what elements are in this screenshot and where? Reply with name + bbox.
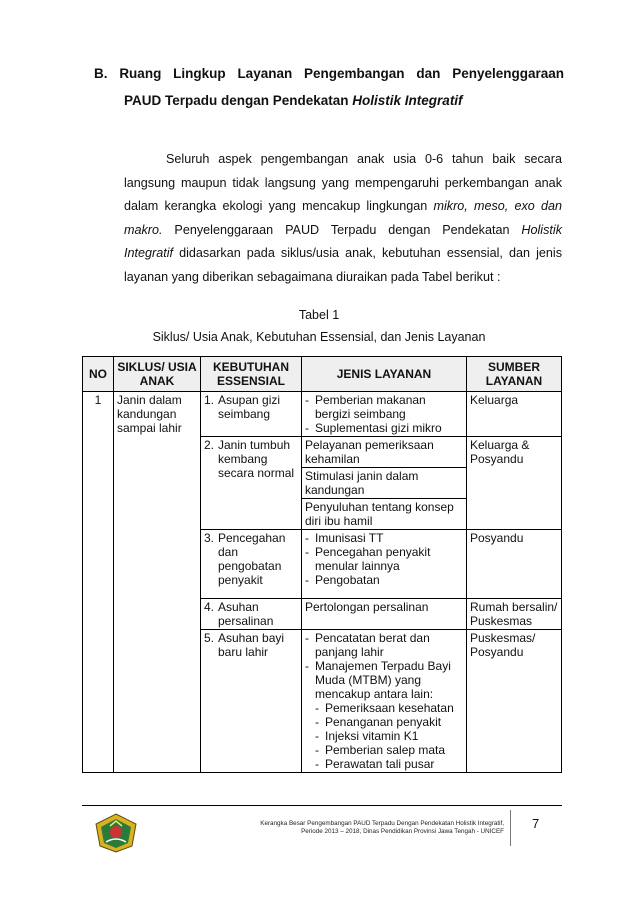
cell-kebutuhan [201,392,302,437]
section-heading-line1 [94,66,564,81]
jawa-tengah-emblem-icon [92,812,140,854]
list-item: - Pencegahan penyakit menular lainnya [305,545,463,573]
cell-sumber: Rumah bersalin/ Puskesmas [467,599,562,630]
sub-list-item: - Pemberian salep mata [315,743,463,757]
cell-jenis [302,392,467,437]
footer-divider [82,805,562,806]
heading-word: Penyelenggaraan [452,66,564,81]
paragraph-italic: Holistik Integratif [124,222,562,261]
body-paragraph [124,148,562,290]
heading-word: Pengembangan [304,66,405,81]
paragraph-italic: mikro, meso, exo dan makro. [124,199,562,237]
heading-word: Layanan [237,66,293,81]
list-item: - Pengobatan [305,573,463,587]
service-table [82,356,562,773]
heading-word: Lingkup [173,66,226,81]
item-number: 4. [204,600,215,614]
table-title: Siklus/ Usia Anak, Kebutuhan Essensial, dan Jenis Layanan [152,330,486,344]
header-siklus: SIKLUS/ USIA ANAK [114,357,201,392]
table-header-row [83,357,562,392]
cell-siklus: Janin dalam kandungan sampai lahir [114,392,201,773]
header-kebutuhan: KEBUTUHAN ESSENSIAL [201,357,302,392]
cell-jenis [302,630,467,773]
cell-sumber: Keluarga [467,392,562,437]
sub-list-item: - Perawatan tali pusar [315,757,463,771]
sub-list-item: - Pemeriksaan kesehatan [315,701,463,715]
list-item: - Pencatatan berat dan panjang lahir [305,631,463,659]
kebutuhan-text: Janin tumbuh kembang secara normal [218,438,295,480]
section-heading [94,66,564,108]
footer-line2: Periode 2013 – 2018, Dinas Pendidikan Provinsi Jawa Tengah - UNICEF [301,828,504,835]
kebutuhan-text: Pencegahan dan pengobatan penyakit [218,531,286,587]
cell-sumber: Puskesmas/ Posyandu [467,630,562,773]
footer-citation [230,820,504,836]
paragraph-text: didasarkan pada siklus/usia anak, kebutuhan essensial, dan jenis layanan yang diberikan sebagaimana diuraikan pada Tabel berikut : [124,246,562,284]
sub-list-item: - Penanganan penyakit [315,715,463,729]
footer-separator [510,810,511,846]
item-number: 1. [204,393,215,407]
sub-list-item: - Injeksi vitamin K1 [315,729,463,743]
header-sumber: SUMBER LAYANAN [467,357,562,392]
list-item: - Pemberian makanan bergizi seimbang [305,393,463,421]
paragraph-text: Penyelenggaraan PAUD Terpadu dengan Pendekatan [162,222,522,237]
heading-text: PAUD Terpadu dengan Pendekatan [124,93,353,108]
cell-sumber: Keluarga & Posyandu [467,437,562,530]
cell-jenis: Pertolongan persalinan [302,599,467,630]
header-no: NO [83,357,114,392]
item-number: 5. [204,631,215,645]
jenis-box: Pelayanan pemeriksaan kehamilan [302,437,466,468]
table-row [83,392,562,437]
kebutuhan-text: Asupan gizi seimbang [218,393,281,421]
paragraph-text: Seluruh aspek pengembangan anak usia 0-6 tahun baik secara langsung maupun tidak langsung yang mempengaruhi perkembangan anak dalam kerangka ekologi yang mencakup lingkungan [124,152,562,214]
footer-line1: Kerangka Besar Pengembangan PAUD Terpadu Dengan Pendekatan Holistik Integratif, [260,820,504,827]
heading-word: Ruang [119,66,162,81]
heading-word: dan [416,66,441,81]
kebutuhan-text: Asuhan persalinan [218,600,274,628]
header-jenis: JENIS LAYANAN [302,357,467,392]
cell-no: 1 [83,392,114,773]
cell-kebutuhan [201,599,302,630]
list-item: - Suplementasi gizi mikro [305,421,463,435]
item-number: 3. [204,531,215,545]
list-item: - Manajemen Terpadu Bayi Muda (MTBM) yang mencakup antara lain: [305,659,463,701]
cell-sumber: Posyandu [467,530,562,599]
item-number: 2. [204,438,215,452]
cell-jenis [302,437,467,530]
heading-italic: Holistik Integratif [352,93,463,108]
cell-jenis [302,530,467,599]
page-number: 7 [532,816,540,831]
cell-kebutuhan [201,530,302,599]
list-item: - Imunisasi TT [305,531,463,545]
section-heading-line2 [124,93,564,108]
table-number: Tabel 1 [298,308,340,322]
cell-kebutuhan [201,437,302,530]
kebutuhan-text: Asuhan bayi baru lahir [218,631,285,659]
jenis-box: Penyuluhan tentang konsep diri ibu hamil [305,500,454,528]
jenis-box: Stimulasi janin dalam kandungan [302,468,466,499]
section-letter: B. [94,66,108,81]
cell-kebutuhan [201,630,302,773]
